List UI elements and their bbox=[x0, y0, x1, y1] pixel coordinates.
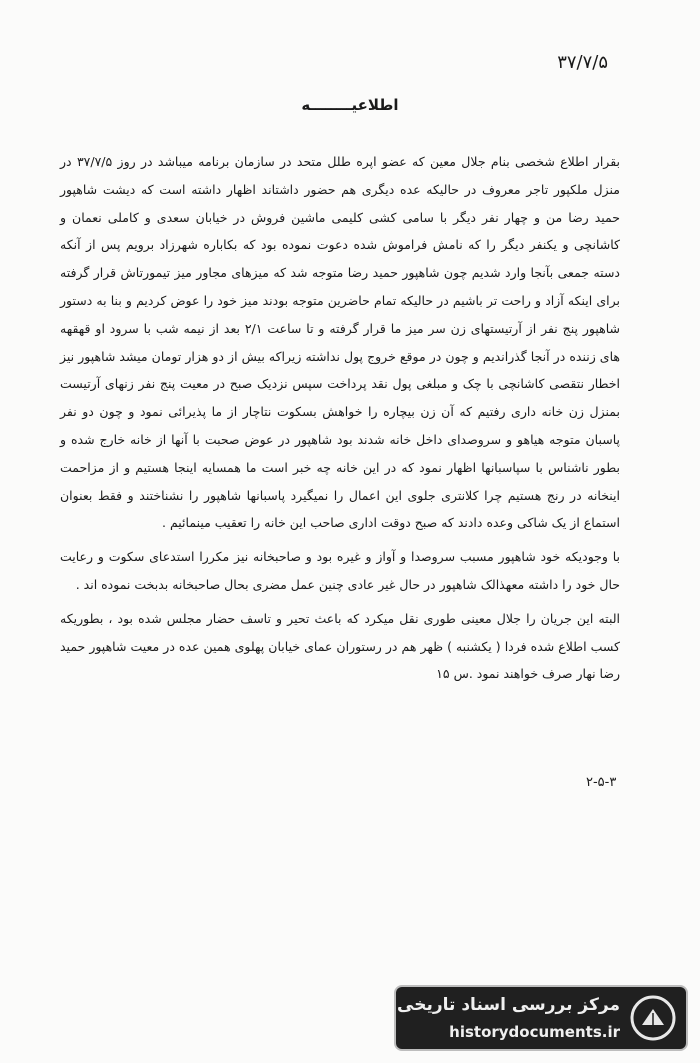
reference-number: ۲-۵-۳ bbox=[586, 775, 617, 790]
archive-logo bbox=[396, 987, 686, 1049]
document-date: ۳۷/۷/۵ bbox=[557, 52, 608, 73]
paragraph-1: بقرار اطلاع شخصی بنام جلال معین که عضو اپره طلل متحد در سازمان برنامه میباشد در روز ۳۷/۷/۵ در منزل ملکپور تاجر معروف در حالیکه عده دیگری هم حضور داشتاند اظهار داشته است که دیشت شاهپور حمید رضا من و چهار نفر دیگر با سامی کشی کلیمی ماشین فروش در خیابان سعدی و کاملی نعمان و کاشانچی و یکنفر دیگر را که نامش فراموش شده دعوت نموده بود که بکاباره شهرزاد برویم پس از آنکه دسته جمعی بآنجا وارد شدیم چون شاهپور حمید رضا متوجه شد که میزهای مجاور میز تیمورتاش قرار گرفته برای اینکه آزاد و راحت تر باشیم در حالیکه تمام حاضرین متوجه بودند میز خود را عوض کردیم و بنا به دستور شاهپور پنج نفر از آرتیستهای زن سر میز ما قرار گرفته و تا ساعت ۲/۱ بعد از نیمه شب با سرود او قهقهه های زننده در آنجا گذراندیم و چون در موقع خروج پول نداشته زیراکه بیش از دو هزار تومان میشد شاهپور نیز اخطار نتقصی کاشانچی با چک و مبلغی پول نقد پرداخت سپس نزدیک صبح در معیت پنج نفر زنهای آرتیست بمنزل زن خانه داری رفتیم که آن زن بیچاره را خواهش بسکوت نتاچار از ما پذیرائی نمود و چون دو نفر پاسبان متوجه هیاهو و سروصدای داخل خانه شدند بود شاهپور در عوض صحبت با آنها از خانه خارج شده و بطور ناشناس با سپاسبانها اظهار نمود که در این خانه چه خبر است ما همسایه اینجا هستیم و از مزاحمت اینخانه در رنج هستیم چرا کلانتری جلوی این اعمال را نمیگیرد پاسبانها شاهپور را نشناختند و فقط بعنوان استماع از یک شاکی وعده دادند که صبح دوقت اداری صاحب این خانه را تعقیب مینمائیم . bbox=[60, 154, 621, 531]
paragraph-3: البته این جریان را جلال معینی طوری نقل میکرد که باعث تحیر و تاسف حضار مجلس شده بود ، بطوریکه کسب اطلاع شده فردا ( یکشنبه ) ظهر هم در رستوران عمای خیابان پهلوی همین عده در معیت شاهپور حمید رضا نهار صرف خواهند نمود .س ۱۵ bbox=[60, 610, 620, 682]
paragraph-2: با وجودیکه خود شاهپور مسبب سروصدا و آواز و غیره بود و صاحبخانه نیز مکررا استدعای سکوت و رعایت حال خود را داشته معهذالک شاهپور در حال غیر عادی چنین عمل مضری بحال صاحبخانه بدبخت نموده اند . bbox=[60, 549, 620, 592]
logo-name-fa: مرکز بررسی اسناد تاریخی bbox=[397, 995, 620, 1015]
logo-site: historydocuments.ir bbox=[449, 1023, 620, 1041]
book-icon bbox=[630, 995, 676, 1041]
document-title: اطلاعیــــــــه bbox=[301, 96, 399, 114]
document-body bbox=[60, 148, 620, 688]
